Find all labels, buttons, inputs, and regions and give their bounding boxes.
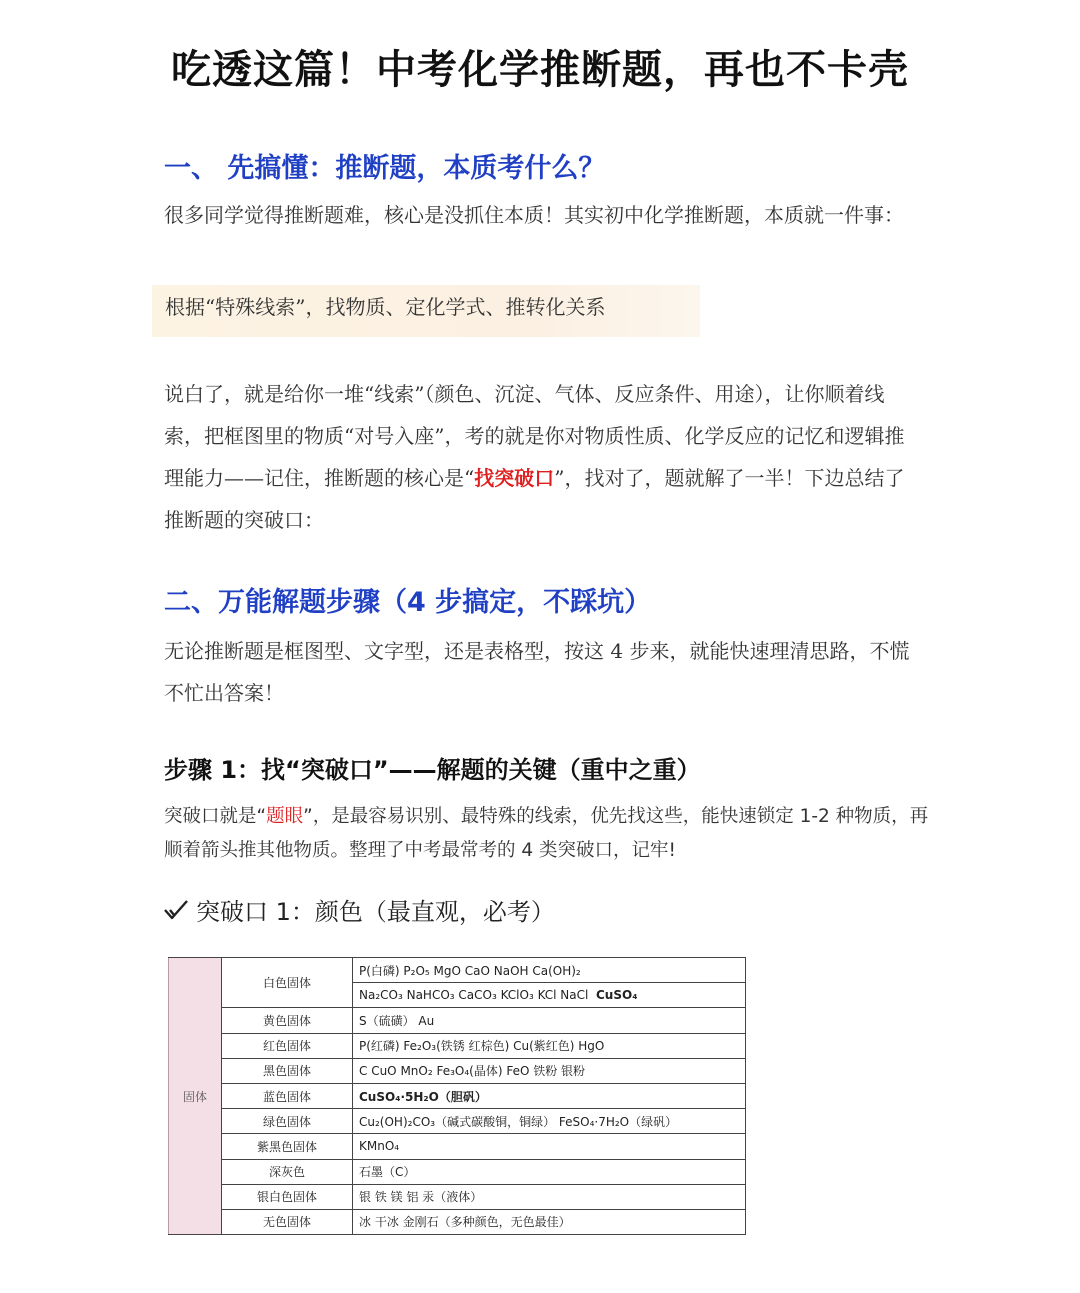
section1-body-tail: ”，找对了，题就解了一半！下边总结了推断题的突破口： (164, 466, 905, 532)
check-icon (162, 898, 190, 922)
row-value: KMnO₄ (353, 1134, 746, 1159)
section1-intro: 很多同学觉得推断题难，核心是没抓住本质！其实初中化学推断题，本质就一件事： (164, 203, 904, 227)
table-row (169, 1134, 746, 1159)
row-value: P(红磷) Fe₂O₃(铁锈 红棕色) Cu(紫红色) HgO (353, 1033, 746, 1058)
section1-body (164, 373, 924, 541)
table-row (169, 1209, 746, 1234)
table-row (169, 1058, 746, 1083)
row-value: 冰 干冰 金刚石（多种颜色，无色最佳） (353, 1209, 746, 1234)
row-name: 黑色固体 (222, 1058, 353, 1083)
row-value: Cu₂(OH)₂CO₃（碱式碳酸铜，铜绿） FeSO₄·7H₂O（绿矾） (353, 1109, 746, 1134)
step1-text-start: 突破口就是“ (164, 806, 267, 827)
table-row (169, 1033, 746, 1058)
row-name: 无色固体 (222, 1209, 353, 1234)
highlight-text: 根据“特殊线索”，找物质、定化学式、推转化关系 (165, 295, 606, 319)
breakthrough-emphasis: 找突破口 (474, 466, 555, 490)
row-value: S（硫磺） Au (353, 1008, 746, 1033)
title-eye-emphasis: 题眼 (266, 806, 304, 827)
breakthrough1-label: 突破口 1：颜色（最直观，必考） (196, 898, 555, 926)
highlight-box (152, 285, 700, 337)
row-value: 银 铁 镁 铝 汞（液体） (353, 1184, 746, 1209)
row-name: 深灰色 (222, 1159, 353, 1184)
row-name: 蓝色固体 (222, 1083, 353, 1108)
step1-heading: 步骤 1：找“突破口”——解题的关键（重中之重） (164, 756, 701, 784)
section1-body-text: 说白了，就是给你一堆“线索”（颜色、沉淀、气体、反应条件、用途），让你顺着线索，把框图里的物质“对号入座”，考的就是你对物质性质、化学反应的记忆和逻辑推理能力——记住，推断题的核心是“ (164, 382, 905, 490)
table-row (169, 1109, 746, 1134)
breakthrough1-heading (162, 892, 555, 927)
table-row (169, 1083, 746, 1108)
section2-intro: 无论推断题是框图型、文字型，还是表格型，按这 4 步来，就能快速理清思路，不慌不忙出答案！ (164, 639, 910, 705)
row-value: C CuO MnO₂ Fe₃O₄(晶体) FeO 铁粉 银粉 (353, 1058, 746, 1083)
table-row (169, 1184, 746, 1209)
row-name: 紫黑色固体 (222, 1134, 353, 1159)
step1-text (164, 800, 934, 868)
row-name: 绿色固体 (222, 1109, 353, 1134)
table-row (169, 958, 746, 983)
row-name: 红色固体 (222, 1033, 353, 1058)
row-value (353, 983, 746, 1008)
row-name: 黄色固体 (222, 1008, 353, 1033)
row-value: CuSO₄·5H₂O（胆矾） (353, 1083, 746, 1108)
table-row (169, 1159, 746, 1184)
color-table (168, 957, 746, 1235)
table-row (169, 1008, 746, 1033)
row-value-bold: CuSO₄ (596, 988, 638, 1003)
row-name: 白色固体 (222, 958, 353, 1008)
row-value: P(白磷) P₂O₅ MgO CaO NaOH Ca(OH)₂ (353, 958, 746, 983)
row-name: 银白色固体 (222, 1184, 353, 1209)
category-cell: 固体 (169, 958, 222, 1235)
section2-heading: 二、万能解题步骤（4 步搞定，不踩坑） (164, 587, 652, 618)
step1-text-tail: ”，是最容易识别、最特殊的线索，优先找这些，能快速锁定 1-2 种物质，再顺着箭头推其他物质。整理了中考最常考的 4 类突破口，记牢! (164, 806, 929, 861)
page-title: 吃透这篇！中考化学推断题，再也不卡壳 (171, 47, 909, 93)
row-value: 石墨（C） (353, 1159, 746, 1184)
row-value-text: Na₂CO₃ NaHCO₃ CaCO₃ KClO₃ KCl NaCl (359, 988, 589, 1003)
section1-heading: 一、 先搞懂：推断题，本质考什么？ (164, 153, 606, 184)
